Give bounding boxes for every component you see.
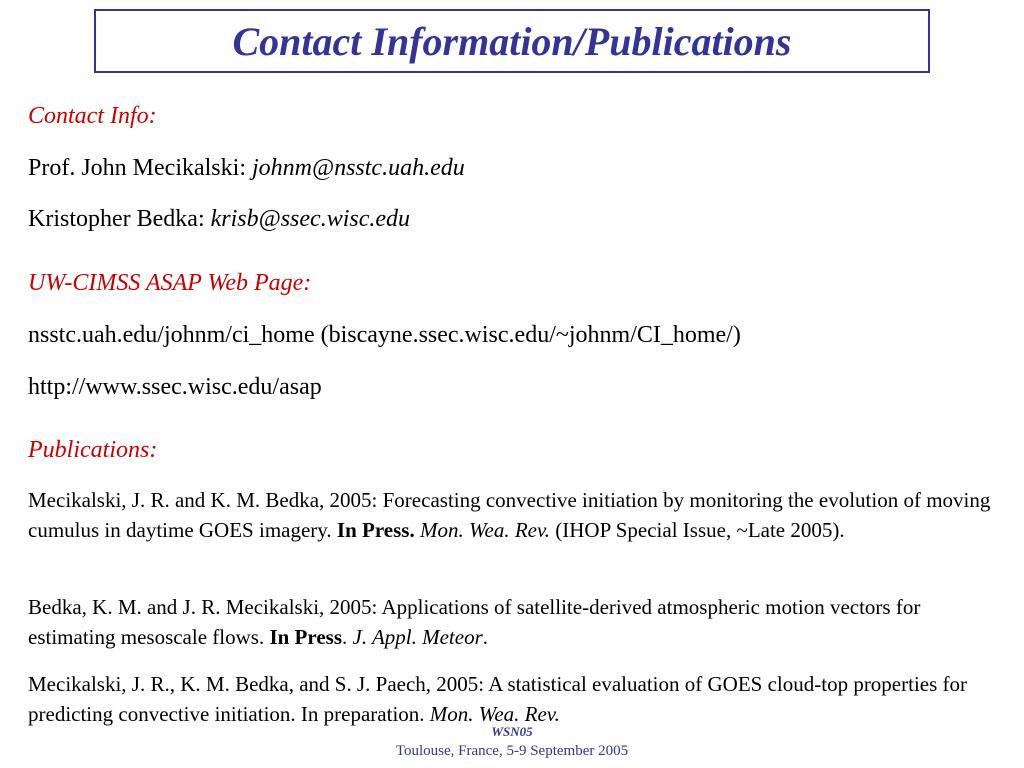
contact-heading: Contact Info: <box>28 103 157 129</box>
publication-1-note: (IHOP Special Issue, ~Late 2005). <box>550 518 845 542</box>
title-box <box>94 9 930 73</box>
publication-3-journal: Mon. Wea. Rev. <box>429 702 560 726</box>
publication-2-separator: . <box>342 625 353 649</box>
publication-1-journal: Mon. Wea. Rev. <box>414 518 551 542</box>
contact-person-1-email[interactable]: johnm@nsstc.uah.edu <box>251 155 465 181</box>
footer-location: Toulouse, France, 5-9 September 2005 <box>395 743 629 759</box>
publication-3-text: Mecikalski, J. R., K. M. Bedka, and S. J. Paech, 2005: A statistical evaluation of GOES cloud-top properties for predicting convective initiation. In preparation. <box>28 672 968 726</box>
footer-tag: WSN05 <box>491 724 533 739</box>
web-heading: UW-CIMSS ASAP Web Page: <box>28 270 312 296</box>
publication-2-journal: J. Appl. Meteor <box>352 625 483 649</box>
contact-person-1 <box>28 155 465 182</box>
publication-2 <box>28 592 998 652</box>
publication-1 <box>28 485 998 545</box>
publication-2-end: . <box>482 625 488 649</box>
contact-person-2-name: Kristopher Bedka: <box>28 206 211 232</box>
publication-1-status: In Press. <box>336 518 415 542</box>
publication-1-text: Mecikalski, J. R. and K. M. Bedka, 2005: Forecasting convective initiation by monitoring the evolution of moving cumulus in daytime GOES imagery. <box>28 488 991 542</box>
web-url-1[interactable]: nsstc.uah.edu/johnm/ci_home (biscayne.ssec.wisc.edu/~johnm/CI_home/) <box>28 322 741 348</box>
contact-person-2-email[interactable]: krisb@ssec.wisc.edu <box>210 206 411 232</box>
page-title: Contact Information/Publications <box>232 18 792 64</box>
contact-person-2 <box>28 206 410 233</box>
publication-2-status: In Press <box>269 625 342 649</box>
web-url-2[interactable]: http://www.ssec.wisc.edu/asap <box>28 374 322 400</box>
publications-heading: Publications: <box>28 437 158 463</box>
publication-3 <box>28 669 998 729</box>
contact-person-1-name: Prof. John Mecikalski: <box>28 155 252 181</box>
publication-2-text: Bedka, K. M. and J. R. Mecikalski, 2005: Applications of satellite-derived atmospheric motion vectors for estimating mesoscale flows. <box>28 595 921 649</box>
